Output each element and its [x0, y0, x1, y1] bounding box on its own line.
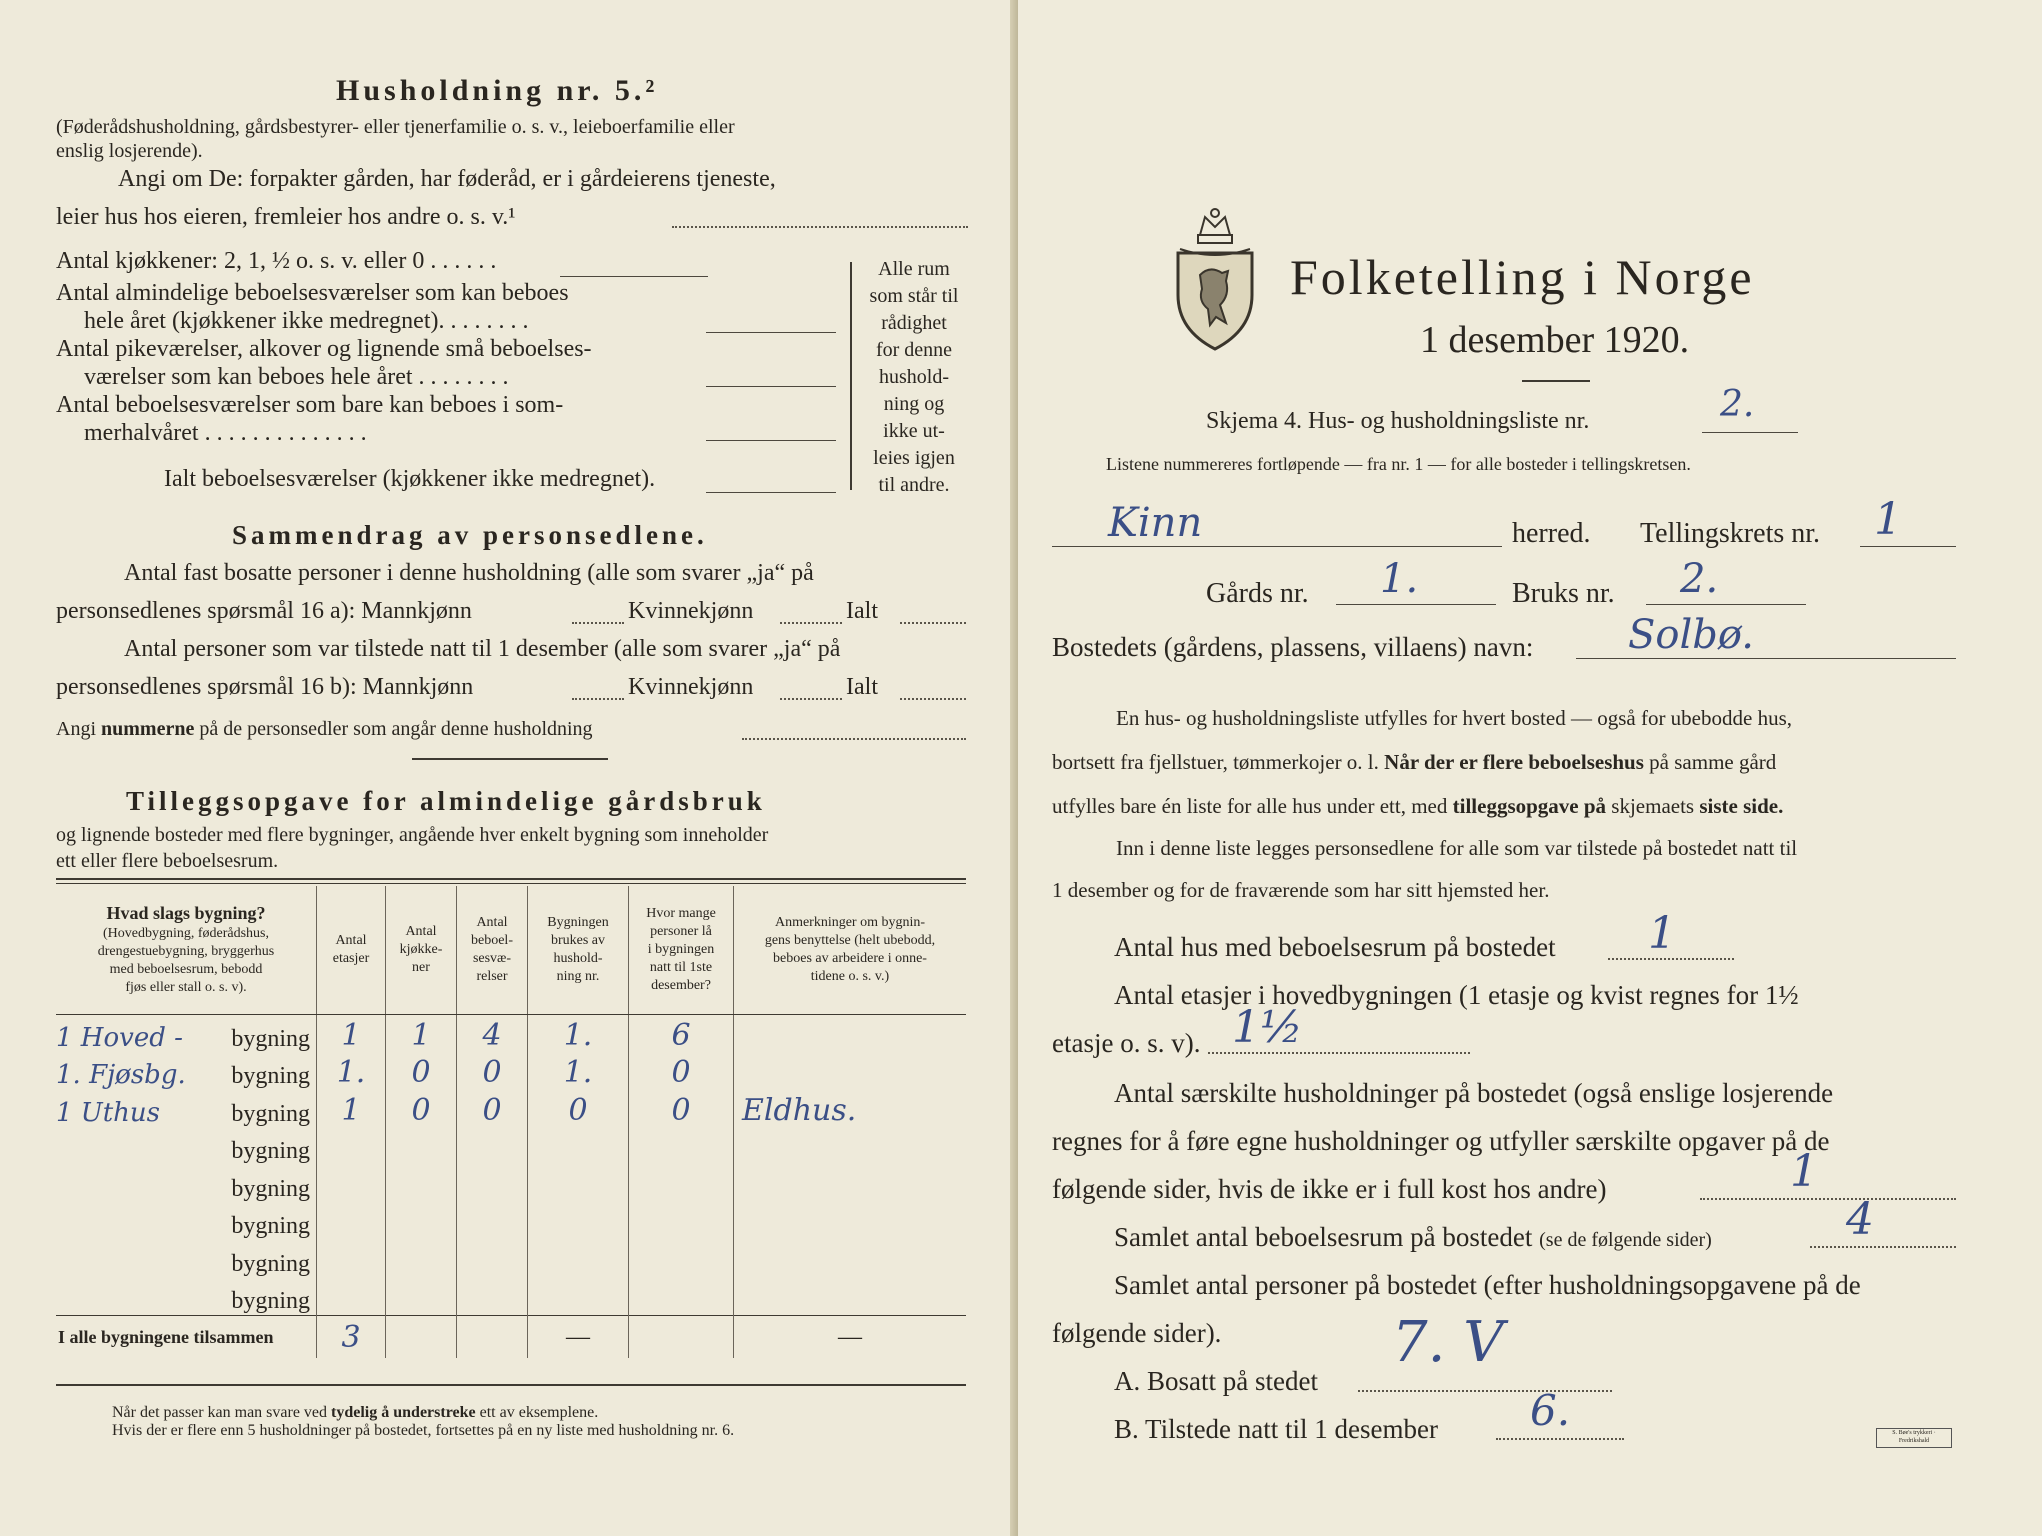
building-name: 1. Fjøsbg. [56, 1060, 186, 1090]
footnote-1-bold: tydelig å understreke [331, 1404, 476, 1421]
krets-value: 1 [1874, 494, 1902, 545]
ordinary-rooms-label-2: hele året (kjøkkener ikke medregnet). . . . . . . . [84, 308, 529, 334]
remarks-cell [734, 1090, 967, 1128]
building-cell [56, 1165, 317, 1203]
col-header-rooms [457, 886, 528, 1015]
numbers-pre: Angi [56, 718, 96, 740]
rooms-cell [457, 1090, 528, 1128]
total-rooms-label: Ialt beboelsesværelser (kjøkkener ikke medregnet). [164, 466, 656, 492]
header-line: tidene o. s. v.) [810, 969, 890, 984]
table-row [56, 1128, 966, 1166]
persons-value: 0 [671, 1055, 691, 1090]
summer-rooms-label-1: Antal beboelsesværelser som bare kan beboes i som- [56, 392, 564, 418]
floors-cell [317, 1015, 386, 1053]
summary-line-3: Antal personer som var tilstede natt til 1 desember (alle som svarer „ja“ på [124, 636, 841, 662]
col-header-kitchens [386, 886, 457, 1015]
footnote-1-post: ett av eksemplene. [479, 1404, 599, 1421]
kitchens-cell [386, 1053, 457, 1091]
rooms-note-line: Alle rum [878, 258, 950, 280]
floors-label-2: etasje o. s. v). [1052, 1028, 1201, 1058]
houses-label: Antal hus med beboelsesrum på bostedet [1114, 932, 1556, 962]
building-label: bygning [231, 1138, 310, 1164]
households-label-3: følgende sider, hvis de ikke er i full kost hos andre) [1052, 1174, 1607, 1204]
total-floors-cell [317, 1316, 386, 1359]
kitchens-value: 0 [411, 1092, 431, 1128]
rooms-note-line: hushold- [879, 366, 949, 388]
schema-label: Skjema 4. Hus- og husholdningsliste nr. [1206, 408, 1590, 434]
instructions-1-line-1: En hus- og husholdningsliste utfylles for hvert bosted — også for ubebodde hus, [1116, 706, 1792, 730]
instr-text: utfylles bare én liste for alle hus under ett, med [1052, 794, 1448, 818]
bosted-field [1576, 658, 1956, 659]
krets-field [1860, 546, 1956, 547]
table-row [56, 1053, 966, 1091]
remarks-cell [734, 1053, 967, 1091]
instr-text: skjemaets [1611, 794, 1695, 818]
resident-value: 7. V [1392, 1310, 1504, 1375]
resident-male-field [572, 622, 624, 624]
building-cell [56, 1090, 317, 1128]
households-label-1: Antal særskilte husholdninger på bostedet (også enslige losjerende [1114, 1078, 1834, 1108]
header-line: ning nr. [556, 969, 600, 984]
present-value: 6. [1530, 1386, 1571, 1435]
total-rooms-field [706, 492, 836, 493]
building-cell [56, 1240, 317, 1278]
rooms-total-text: Samlet antal beboelsesrum på bostedet [1114, 1222, 1533, 1252]
rooms-value: 4 [482, 1017, 502, 1053]
buildings-table [56, 886, 966, 1358]
header-line: Bygningen [547, 915, 609, 930]
census-date: 1 desember 1920. [1420, 319, 1690, 361]
coat-of-arms-icon [1170, 205, 1260, 355]
household-intro: (Føderådshusholdning, gårdsbestyrer- eller tjenerfamilie o. s. v., leieboerfamilie eller [56, 116, 735, 138]
table-row [56, 1090, 966, 1128]
resident-female-label: Kvinnekjønn [628, 598, 754, 624]
printer-stamp: S. Bøe's trykkeri · Fredrikshald [1876, 1428, 1952, 1448]
kitchens-value: 1 [411, 1017, 431, 1053]
rooms-note-line: ning og [883, 393, 945, 415]
header-line: desember? [651, 978, 711, 993]
remarks-value: Eldhus. [742, 1092, 857, 1128]
rooms-total-label [1114, 1222, 1712, 1253]
gards-value: 1. [1380, 556, 1419, 602]
household-intro-2: enslig losjerende). [56, 140, 203, 162]
herred-field [1052, 546, 1502, 547]
present-label: B. Tilstede natt til 1 desember [1114, 1414, 1438, 1444]
rooms-value: 0 [482, 1055, 502, 1090]
instructions-1-line-3 [1052, 794, 1783, 819]
houses-value: 1 [1648, 908, 1676, 959]
household-title: Husholdning nr. 5.² [336, 74, 659, 107]
total-remarks-cell: — [734, 1316, 967, 1359]
col-header-floors [317, 886, 386, 1015]
rooms-cell [457, 1053, 528, 1091]
col-header-building [56, 886, 317, 1015]
divider [412, 758, 608, 760]
supplement-line-1: og lignende bosteder med flere bygninger, angående hver enkelt bygning som inneholder [56, 824, 769, 846]
header-line: natt til 1ste [649, 960, 713, 975]
rooms-total-field [1810, 1246, 1956, 1248]
small-rooms-label-1: Antal pikeværelser, alkover og lignende små beboelses- [56, 336, 592, 362]
instr-text: på samme gård [1649, 750, 1777, 774]
resident-total-field [900, 622, 966, 624]
instr-bold: Når der er flere beboelseshus [1384, 750, 1644, 774]
instructions-2-line-1: Inn i denne liste legges personsedlene for alle som var tilstede på bostedet natt til [1116, 836, 1798, 860]
table-row [56, 1240, 966, 1278]
list-note: Listene nummereres fortløpende — fra nr. 1 — for alle bosteder i tellingskretsen. [1106, 454, 1691, 474]
rooms-note [864, 256, 964, 499]
census-title: Folketelling i Norge [1290, 249, 1755, 305]
floors-value: 1. [336, 1055, 366, 1090]
building-label: bygning [231, 1063, 310, 1089]
building-cell [56, 1128, 317, 1166]
persons-value: 6 [671, 1017, 691, 1053]
header-line: etasjer [332, 951, 370, 966]
present-male-field [572, 698, 624, 700]
rooms-note-line: leies igjen [873, 447, 955, 469]
header-line: brukes av [550, 933, 606, 948]
footnote-2: Hvis der er flere enn 5 husholdninger på bostedet, fortsettes på en ny liste med husholdning nr. 6. [112, 1422, 735, 1439]
table-row [56, 1165, 966, 1203]
floors-cell [317, 1090, 386, 1128]
kitchens-cell [386, 1015, 457, 1053]
kitchens-value: 0 [411, 1055, 431, 1090]
summary-line-4: personsedlenes spørsmål 16 b): Mannkjønn [56, 674, 474, 700]
header-line: kjøkke- [399, 942, 443, 957]
building-name: 1 Uthus [56, 1097, 160, 1128]
floors-value: 1 [341, 1017, 361, 1053]
instructions-1-line-2 [1052, 750, 1776, 775]
building-header-sub: drengestuebygning, bryggerhus [97, 943, 275, 959]
total-household-cell: — [528, 1316, 629, 1359]
schema-number: 2. [1720, 384, 1755, 425]
gards-field [1336, 604, 1496, 605]
building-header-sub: (Hovedbygning, føderådshus, [102, 925, 270, 941]
supplement-line-2: ett eller flere beboelsesrum. [56, 850, 279, 872]
persons-label-2: følgende sider). [1052, 1318, 1222, 1348]
gards-label: Gårds nr. [1206, 578, 1309, 609]
header-line: Antal [476, 915, 508, 930]
header-line: Anmerkninger om bygnin- [774, 915, 926, 930]
footnote-1-pre: Når det passer kan man svare ved [112, 1404, 328, 1421]
present-total-label: Ialt [846, 674, 878, 700]
persons-value: 0 [671, 1092, 691, 1128]
small-rooms-label-2: værelser som kan beboes hele året . . . . . . . . [84, 364, 509, 390]
building-cell [56, 1015, 317, 1053]
table-row [56, 1203, 966, 1241]
building-header-title: Hvad slags bygning? [106, 902, 266, 923]
instr-text: bortsett fra fjellstuer, tømmerkojer o. l. [1052, 750, 1379, 774]
header-line: personer lå [650, 924, 712, 939]
building-cell [56, 1278, 317, 1316]
building-label: bygning [231, 1175, 310, 1202]
bruks-label: Bruks nr. [1512, 578, 1615, 609]
rooms-value: 0 [482, 1092, 502, 1128]
header-line: ner [412, 960, 430, 975]
summary-line-1: Antal fast bosatte personer i denne husholdning (alle som svarer „ja“ på [124, 560, 814, 586]
herred-label: herred. [1512, 518, 1591, 549]
col-header-household [528, 886, 629, 1015]
kitchens-field [560, 276, 708, 277]
persons-cell [629, 1090, 734, 1128]
resident-female-field [780, 622, 842, 624]
present-field [1496, 1438, 1624, 1440]
numbers-field [742, 738, 966, 740]
building-label: bygning [231, 1025, 310, 1052]
building-header-sub: med beboelsesrum, bebodd [109, 961, 263, 977]
present-female-field [780, 698, 842, 700]
numbers-post: på de personsedler som angår denne husholdning [199, 718, 593, 740]
instr-bold: siste side. [1699, 794, 1784, 818]
header-line: Antal [335, 933, 367, 948]
floors-value: 1 [341, 1092, 361, 1128]
building-header-sub: fjøs eller stall o. s. v). [125, 979, 247, 995]
col-header-persons [629, 886, 734, 1015]
present-female-label: Kvinnekjønn [628, 674, 754, 700]
floors-label-1: Antal etasjer i hovedbygningen (1 etasje og kvist regnes for 1½ [1114, 980, 1799, 1010]
household-value: 1. [563, 1017, 593, 1053]
instructions-2-line-2: 1 desember og for de fraværende som har sitt hjemsted her. [1052, 878, 1550, 902]
building-cell [56, 1203, 317, 1241]
rooms-note-line: rådighet [881, 312, 947, 334]
numbers-bold: nummerne [101, 718, 195, 740]
ordinary-rooms-field [706, 332, 836, 333]
kitchens-label: Antal kjøkkener: 2, 1, ½ o. s. v. eller 0 . . . . . . [56, 248, 497, 274]
summary-title: Sammendrag av personsedlene. [232, 520, 708, 550]
bosted-value: Solbø. [1628, 612, 1754, 658]
title-rule [1522, 380, 1590, 382]
households-label-2: regnes for å føre egne husholdninger og utfyller særskilte opgaver på de [1052, 1126, 1830, 1156]
table-total-row [56, 1316, 966, 1359]
schema-field [1702, 432, 1798, 433]
table-top-rule [56, 878, 966, 880]
persons-cell [629, 1053, 734, 1091]
remarks-cell [734, 1015, 967, 1053]
summer-rooms-label-2: merhalvåret . . . . . . . . . . . . . . [84, 420, 367, 446]
header-line: sesvæ- [472, 951, 512, 966]
small-rooms-field [706, 386, 836, 387]
building-label: bygning [231, 1288, 310, 1314]
table-bottom-rule [56, 1384, 966, 1386]
building-cell [56, 1053, 317, 1091]
rooms-cell [457, 1015, 528, 1053]
supplement-title: Tilleggsopgave for almindelige gårdsbruk [126, 786, 766, 816]
resident-label: A. Bosatt på stedet [1114, 1366, 1318, 1396]
rooms-note-line: ikke ut- [883, 420, 945, 442]
rooms-brace [850, 262, 852, 490]
rooms-note-line: til andre. [878, 474, 950, 496]
household-cell [528, 1090, 629, 1128]
household-value: 1. [563, 1055, 593, 1090]
ask-line-1: Angi om De: forpakter gården, har føderåd, er i gårdeierens tjeneste, [118, 166, 776, 192]
bosted-label: Bostedets (gårdens, plassens, villaens) navn: [1052, 632, 1534, 662]
household-value: 0 [568, 1092, 588, 1128]
summer-rooms-field [706, 440, 836, 441]
table-row [56, 1278, 966, 1316]
rooms-total-small: (se de følgende sider) [1539, 1229, 1712, 1251]
instr-bold: tilleggsopgave på [1452, 794, 1607, 818]
header-line: beboes av arbeidere i onne- [773, 951, 927, 966]
table-row [56, 1015, 966, 1053]
total-label: I alle bygningene tilsammen [56, 1316, 317, 1359]
ask-answer-line [672, 226, 968, 228]
building-name: 1 Hoved - [56, 1022, 183, 1053]
table-header-row [56, 886, 966, 1015]
household-cell [528, 1015, 629, 1053]
col-header-remarks [734, 886, 967, 1015]
total-floors-value: 3 [341, 1319, 361, 1355]
rooms-note-line: som står til [869, 285, 959, 307]
building-label: bygning [231, 1100, 310, 1127]
bruks-value: 2. [1680, 556, 1719, 602]
bruks-field [1646, 604, 1806, 605]
persons-cell [629, 1015, 734, 1053]
households-field [1700, 1198, 1956, 1200]
left-page [0, 0, 1018, 1536]
header-line: hushold- [553, 951, 603, 966]
header-line: beboel- [471, 933, 513, 948]
header-line: gens benyttelse (helt ubebodd, [764, 933, 936, 948]
floors-cell [317, 1053, 386, 1091]
building-label: bygning [231, 1250, 310, 1277]
numbers-line [56, 718, 593, 741]
building-label: bygning [231, 1213, 310, 1239]
persons-label-1: Samlet antal personer på bostedet (efter husholdningsopgavene på de [1114, 1270, 1861, 1300]
krets-label: Tellingskrets nr. [1640, 518, 1821, 549]
resident-total-label: Ialt [846, 598, 878, 624]
table-top-rule-2 [56, 883, 966, 884]
footnote-1 [112, 1404, 598, 1422]
herred-value: Kinn [1108, 500, 1203, 546]
floors-value: 1½ [1232, 1002, 1303, 1053]
present-total-field [900, 698, 966, 700]
ordinary-rooms-label-1: Antal almindelige beboelsesværelser som kan beboes [56, 280, 569, 306]
header-line: Hvor mange [646, 906, 716, 921]
header-line: i bygningen [647, 942, 715, 957]
header-line: relser [476, 969, 508, 984]
ask-line-2: leier hus hos eieren, fremleier hos andre o. s. v.¹ [56, 204, 516, 230]
rooms-note-line: for denne [875, 339, 953, 361]
header-line: Antal [405, 924, 437, 939]
resident-field [1358, 1390, 1612, 1392]
rooms-total-value: 4 [1846, 1194, 1874, 1245]
summary-line-2: personsedlenes spørsmål 16 a): Mannkjønn [56, 598, 472, 624]
household-cell [528, 1053, 629, 1091]
households-value: 1 [1790, 1146, 1818, 1197]
kitchens-cell [386, 1090, 457, 1128]
